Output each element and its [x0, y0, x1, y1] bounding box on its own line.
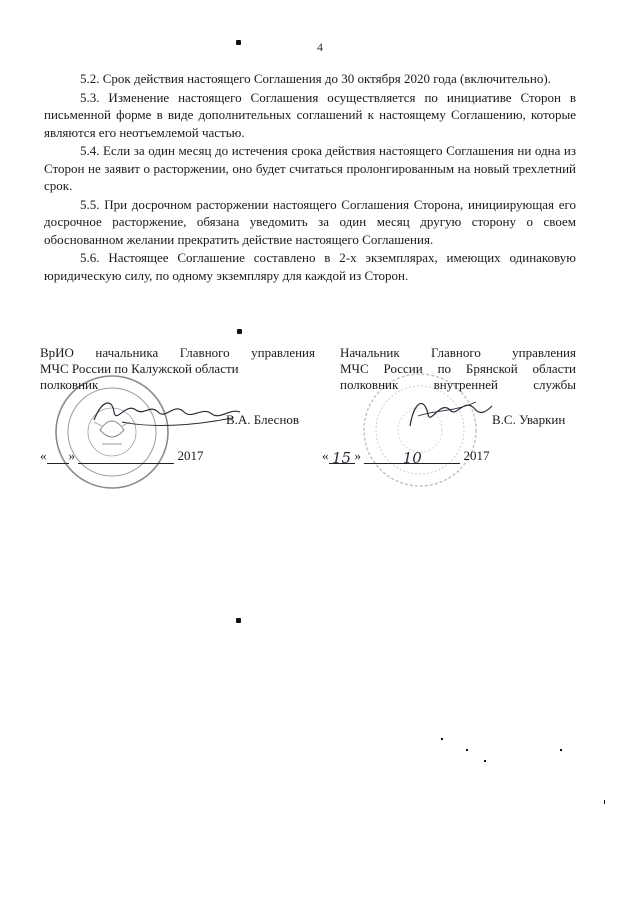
date-left-year: 2017 [177, 448, 204, 463]
scan-speck [236, 40, 241, 45]
date-left-close-quote: » [68, 448, 75, 463]
signatory-right-rank: полковник внутренней службы [340, 377, 576, 392]
clause-5-6: 5.6. Настоящее Соглашение составлено в 2-х экземплярах, имеющих одинаковую юридическую силу, по одному экземпляру для каждой из Сторон. [44, 250, 576, 283]
date-left-month-blank [78, 449, 174, 464]
signatory-left-office: МЧС России по Калужской области [40, 361, 239, 376]
signature-right [404, 392, 494, 436]
date-right-year: 2017 [463, 448, 490, 463]
signatory-right-position: Начальник Главного управления [340, 345, 576, 360]
page-number: 4 [317, 40, 323, 54]
clause-5-3: 5.3. Изменение настоящего Соглашения осуществляется по инициативе Сторон в письменной форме в виде дополнительных соглашений к настоящему Соглашению, которые являются его неотъемлемой частью. [44, 89, 576, 140]
agreement-clauses [44, 70, 576, 285]
clause-5-4: 5.4. Если за один месяц до истечения срока действия настоящего Соглашения ни одна из Сторон не заявит о расторжении, оно будет считаться пролонгированным на новый трехлетний срок. [44, 143, 576, 193]
scan-speck [466, 749, 468, 751]
date-right-open-quote: « [322, 448, 329, 463]
signatory-left-position: ВрИО начальника Главного управления [40, 345, 315, 360]
signatory-left-rank: полковник [40, 377, 99, 392]
signatory-right-name: В.С. Уваркин [492, 412, 566, 427]
scan-speck [236, 618, 241, 623]
date-right-month-handwritten: 10 [402, 449, 422, 467]
date-left-open-quote: « [40, 448, 47, 463]
signatory-left-name: В.А. Блеснов [226, 412, 300, 427]
scan-speck [441, 738, 443, 740]
signatory-left-block [40, 345, 315, 393]
scan-speck [484, 760, 486, 762]
date-right-day-handwritten: 15 [331, 449, 352, 467]
date-line-left [40, 448, 204, 464]
signatory-right-block [340, 345, 576, 393]
clause-5-5: 5.5. При досрочном расторжении настоящего Соглашения Сторона, инициирующая его досрочное расторжение, обязана уведомить за один месяц другую сторону о своем обоснованном желании прекратить действие настоящего Соглашения. [44, 196, 576, 247]
signatory-right-office: МЧС России по Брянской области [340, 361, 576, 376]
scan-speck [604, 800, 605, 804]
date-right-close-quote: » [354, 448, 361, 463]
scan-speck [237, 329, 242, 334]
date-left-day-blank [47, 449, 69, 464]
signature-left [92, 392, 242, 432]
scan-speck [560, 749, 562, 751]
date-line-right [322, 448, 490, 467]
clause-5-2: 5.2. Срок действия настоящего Соглашения до 30 октября 2020 года (включительно). [80, 71, 551, 86]
